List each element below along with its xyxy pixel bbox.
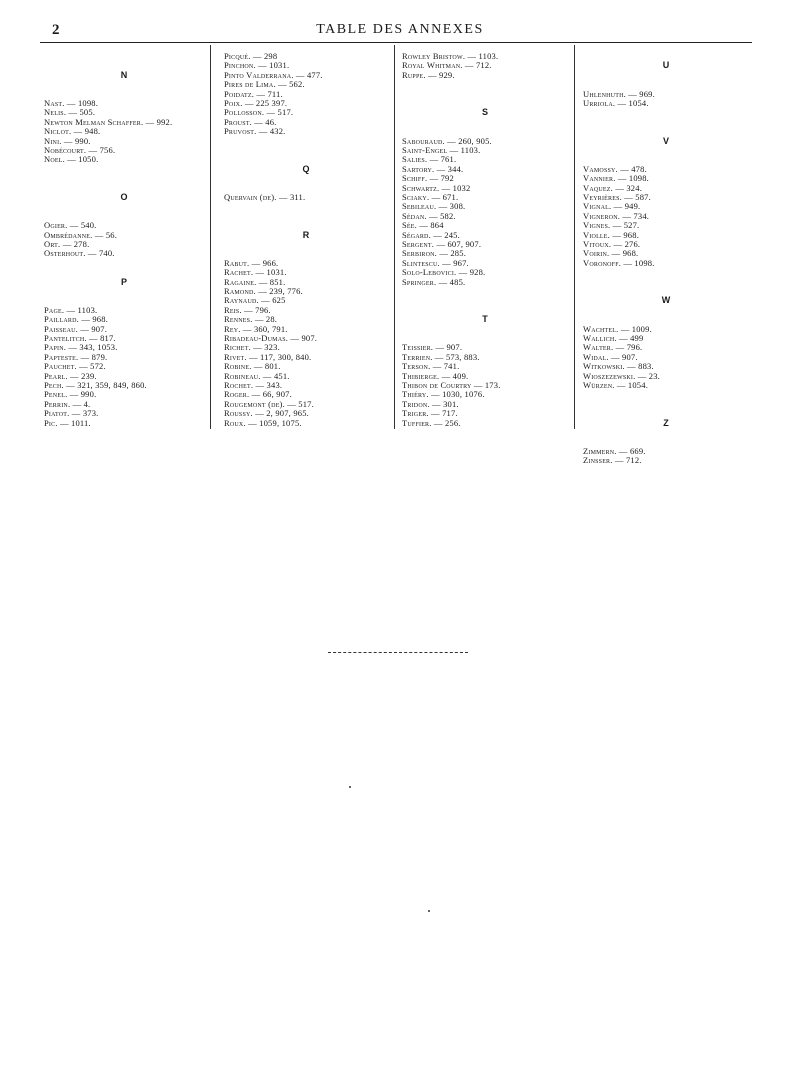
entry-page-refs: . — 929. [423, 69, 455, 80]
entry-name: Sebileau [402, 201, 434, 212]
entry-name: Ort [44, 238, 59, 249]
entry-name: Schwartz [402, 182, 437, 193]
index-entry [44, 249, 204, 258]
entry-page-refs: . — 2, 907, 965. [250, 408, 309, 419]
entry-name: Roger [224, 389, 248, 400]
entry-name: Sergent [402, 239, 432, 250]
entry-page-refs: . — 56. [90, 229, 118, 240]
entry-page-refs: . — 796. [611, 342, 643, 353]
entry-name: Würzen [583, 379, 613, 390]
entry-page-refs: . — 276. [608, 238, 641, 249]
entry-name: Sartory [402, 163, 432, 174]
entry-name: Ruppe [402, 69, 424, 80]
entry-page-refs: . — 907. [285, 333, 318, 343]
entry-name: Terson [402, 361, 429, 372]
entry-name: Thibon de Courtry [402, 380, 472, 391]
entry-page-refs: . — 323. [248, 342, 280, 353]
entry-name: Osterhout [44, 248, 84, 259]
entry-name: Roussy [224, 408, 251, 419]
spacer [583, 71, 749, 80]
entry-name: Vignes [583, 220, 609, 231]
entry-page-refs: . — 1103. [61, 304, 98, 315]
entry-page-refs: . — 311. [274, 192, 306, 202]
entry-page-refs: . — 1031. [250, 267, 287, 278]
section-letter: O [120, 191, 128, 202]
section-letter: Q [302, 163, 310, 174]
entry-name: Ogier [44, 220, 66, 231]
spacer [583, 146, 749, 155]
entry-page-refs: . — 499 [614, 332, 644, 343]
end-rule [328, 652, 468, 653]
entry-page-refs: . — 505. [63, 107, 96, 118]
entry-page-refs: . — 23. [633, 370, 660, 381]
entry-page-refs: . — 792 [424, 173, 454, 184]
entry-name: Tuffier [402, 417, 430, 428]
entry-name: Solo-Lebovici [402, 267, 455, 278]
index-entry [402, 419, 568, 428]
entry-name: Ramond [224, 285, 254, 296]
entry-page-refs: . — 66, 907. [247, 389, 292, 400]
entry-name: Pires de Lima [224, 79, 274, 90]
entry-page-refs: . — 301. [427, 398, 459, 409]
entry-page-refs: — 173. [471, 380, 501, 391]
spacer [583, 306, 749, 315]
entry-name: Page [44, 304, 62, 315]
entry-page-refs: . — 562. [273, 79, 305, 90]
entry-page-refs: . — 883. [622, 361, 654, 372]
entry-name: Rey [224, 323, 239, 334]
entry-page-refs: . — 285. [434, 248, 467, 259]
entry-name: Witkowski [583, 361, 623, 372]
entry-page-refs: . — 966. [247, 257, 279, 268]
entry-name: Thiéry [402, 389, 427, 400]
entry-name: Vamossy [583, 163, 616, 174]
entry-page-refs: . — 324. [610, 182, 643, 193]
entry-page-refs: . — 432. [254, 126, 286, 137]
entry-name: Ségard [402, 229, 429, 240]
entry-name: Urriola [583, 97, 613, 108]
entry-name: Nelis [44, 107, 64, 118]
entry-name: Voirin [583, 248, 608, 259]
entry-name: Violle [583, 229, 608, 240]
index-entry [583, 99, 749, 108]
entry-page-refs: . — 967. [437, 257, 469, 268]
entry-page-refs: . — 343, 1053. [63, 342, 118, 353]
entry-name: Vigneron [583, 210, 618, 221]
entry-name: Sée [402, 220, 415, 231]
entry-page-refs: . — 741. [428, 361, 460, 372]
entry-page-refs: . — 573, 883. [430, 351, 480, 362]
print-speck [349, 786, 351, 788]
index-entry [583, 456, 749, 465]
index-entry [224, 193, 388, 202]
entry-name: Ombrédanne [44, 229, 91, 240]
spacer [44, 287, 204, 296]
entry-page-refs: . — 4. [67, 398, 91, 409]
entry-name: Springer [402, 276, 434, 287]
entry-name: Pinchon [224, 60, 254, 71]
entry-name: Walter [583, 342, 612, 353]
column-divider [574, 45, 575, 429]
entry-name: Proust [224, 116, 250, 127]
entry-page-refs: . — 907. [75, 323, 108, 334]
spacer [224, 240, 388, 249]
entry-name: Voronoff [583, 257, 619, 268]
entry-name: Reis [224, 304, 240, 315]
entry-page-refs: . — 756. [83, 144, 116, 155]
entry-name: Veyrières [583, 191, 620, 202]
entry-page-refs: . — 477. [291, 69, 323, 80]
entry-page-refs: . — 907. [606, 351, 638, 362]
entry-page-refs: . — 968. [76, 314, 109, 325]
entry-name: Raynaud [224, 295, 257, 306]
spacer [583, 118, 749, 127]
entry-name: Niclot [44, 126, 70, 137]
page-number: 2 [52, 22, 60, 38]
entry-name: Schiff [402, 173, 425, 184]
section-letter: S [481, 107, 488, 118]
index-column-4 [583, 52, 749, 466]
entry-page-refs: . — 928. [454, 267, 486, 278]
entry-name: Robine [224, 361, 250, 372]
entry-page-refs: . — 343. [250, 380, 283, 391]
entry-name: Nobécourt [44, 144, 84, 155]
entry-name: Rachet [224, 267, 251, 278]
entry-page-refs: . — 669. [614, 445, 646, 456]
entry-page-refs: . — 409. [437, 370, 469, 381]
entry-name: Sciaky [402, 192, 427, 202]
entry-name: Papteste [44, 351, 76, 362]
entry-name: Zinsser [583, 455, 611, 466]
entry-name: Rivet [224, 351, 245, 362]
index-entry [583, 259, 749, 268]
section-letter: W [661, 295, 671, 306]
entry-page-refs: . — 864 [414, 220, 444, 231]
entry-page-refs: . — 373. [67, 408, 99, 419]
index-column-3 [402, 52, 568, 428]
entry-name: Thibierge [402, 370, 437, 381]
entry-page-refs: . — 572. [74, 361, 106, 372]
entry-page-refs: . — 948. [69, 126, 101, 137]
entry-page-refs: . — 587. [619, 191, 651, 202]
entry-page-refs: . — 990. [59, 135, 91, 146]
entry-name: Royal Whitman [402, 60, 461, 71]
entry-page-refs: . — 517. [261, 107, 294, 118]
spacer [583, 428, 749, 437]
entry-name: Perrin [44, 398, 68, 409]
entry-name: Teissier [402, 342, 431, 353]
entry-page-refs: . — 1009. [616, 323, 652, 334]
index-entry [44, 155, 204, 164]
entry-name: Sabouraud [402, 135, 443, 146]
entry-name: Rabut [224, 257, 248, 268]
entry-name: Slintescu [402, 257, 438, 268]
entry-page-refs: . — 969. [623, 88, 655, 99]
index-entry [224, 127, 388, 136]
spacer [44, 80, 204, 89]
entry-page-refs: . — 851. [254, 276, 286, 287]
entry-name: Widal [583, 351, 607, 362]
entry-name: Paisseau [44, 323, 76, 334]
spacer [224, 137, 388, 146]
entry-name: Rougemont (de) [224, 398, 283, 409]
entry-page-refs: . — 1050. [62, 154, 99, 165]
entry-name: Noel [44, 154, 63, 165]
entry-page-refs: . — 485. [434, 276, 466, 287]
entry-page-refs: . — 344. [432, 163, 464, 174]
spacer [224, 146, 388, 155]
entry-page-refs: . — 711. [251, 88, 283, 99]
entry-page-refs: . — 1054. [612, 379, 649, 390]
spacer [402, 80, 568, 89]
index-column-2 [224, 52, 388, 428]
entry-name: Roux [224, 417, 244, 428]
entry-name: Salies [402, 154, 425, 165]
entry-name: Wachtel [583, 323, 617, 334]
spacer [44, 202, 204, 211]
entry-page-refs: . — 517. [282, 398, 314, 409]
entry-page-refs: . — 1054. [612, 97, 649, 108]
entry-page-refs: . — 761. [424, 154, 457, 165]
spacer [224, 174, 388, 183]
entry-page-refs: . — 540. [65, 220, 97, 231]
entry-name: Vaquez [583, 182, 611, 193]
entry-name: Zimmern [583, 445, 615, 456]
entry-name: Picqué [224, 51, 249, 61]
entry-page-refs: . — 1031. [253, 60, 290, 71]
index-entry [583, 381, 749, 390]
spacer [44, 165, 204, 174]
spacer [402, 90, 568, 99]
entry-page-refs: . — 1098. [62, 97, 99, 108]
entry-page-refs: . — 968. [607, 248, 639, 259]
entry-page-refs: . — 879. [76, 351, 108, 362]
spacer [583, 278, 749, 287]
entry-page-refs: . — 671. [426, 192, 459, 202]
entry-page-refs: — 1103. [447, 144, 481, 155]
entry-page-refs: . — 239. [65, 370, 97, 381]
entry-name: Rowley Bristow [402, 51, 463, 61]
spacer [402, 118, 568, 127]
entry-name: Ragaine [224, 276, 255, 287]
entry-page-refs: . — 817. [84, 332, 116, 343]
entry-page-refs: . — 712. [610, 455, 642, 466]
entry-name: Vitoux [583, 238, 609, 249]
entry-page-refs: . — 308. [434, 201, 466, 212]
entry-name: Saint-Engel [402, 144, 448, 155]
spacer [44, 174, 204, 183]
entry-name: Uhlenhuth [583, 88, 624, 99]
entry-page-refs: . — 712. [460, 60, 492, 71]
entry-name: Pech [44, 379, 62, 390]
spacer [402, 325, 568, 334]
column-divider [394, 45, 395, 429]
section-letter: N [120, 69, 128, 80]
entry-page-refs: . — 607, 907. [431, 239, 482, 250]
entry-name: Paillard [44, 314, 77, 325]
entry-page-refs: . — 968. [607, 229, 640, 240]
entry-page-refs: . — 451. [258, 370, 290, 381]
entry-page-refs: . — 992. [140, 116, 173, 127]
entry-name: Rennes [224, 314, 251, 325]
index-entry [402, 71, 568, 80]
entry-name: Vignal [583, 201, 610, 212]
entry-page-refs: . — 225 397. [240, 98, 288, 109]
entry-page-refs: . — 260, 905. [442, 135, 492, 146]
entry-name: Richet [224, 342, 249, 353]
spacer [224, 202, 388, 211]
entry-name: Serbiron [402, 248, 435, 259]
entry-name: Terrien [402, 351, 431, 362]
section-letter: T [482, 314, 488, 325]
spacer [44, 259, 204, 268]
entry-name: Penel [44, 389, 66, 400]
entry-name: Nini [44, 135, 60, 146]
entry-name: Tridon [402, 398, 428, 409]
entry-page-refs: . — 527. [608, 220, 640, 231]
entry-name: Sédan [402, 210, 425, 221]
section-letter: V [662, 135, 669, 146]
entry-name: Pollosson [224, 107, 262, 118]
spacer [583, 390, 749, 399]
entry-page-refs: . — 740. [83, 248, 115, 259]
entry-page-refs: . — 321, 359, 849, 860. [61, 379, 147, 390]
index-entry [402, 278, 568, 287]
entry-page-refs: . — 1011. [55, 417, 91, 428]
entry-name: Triger [402, 408, 427, 419]
entry-name: Pinto Valderrana [224, 69, 292, 80]
entry-name: Quervain (de) [224, 192, 275, 202]
entry-page-refs: . — 1098. [613, 173, 650, 184]
entry-name: Pic [44, 417, 56, 428]
spacer [583, 400, 749, 409]
section-letter: U [662, 60, 670, 71]
entry-page-refs: . — 1098. [618, 257, 655, 268]
entry-name: Poix [224, 98, 241, 109]
column-divider [210, 45, 211, 429]
entry-page-refs: . — 734. [617, 210, 650, 221]
entry-name: Pearl [44, 370, 66, 381]
entry-page-refs: . — 28. [250, 314, 278, 325]
entry-name: Wioszezewski [583, 370, 634, 381]
entry-page-refs: . — 239, 776. [253, 285, 303, 296]
header-rule [40, 42, 752, 43]
entry-name: Rochet [224, 380, 251, 391]
entry-page-refs: . — 796. [239, 304, 271, 315]
entry-page-refs: . — 717. [426, 408, 458, 419]
entry-page-refs: . — 625 [256, 295, 286, 306]
entry-page-refs: . — 582. [424, 210, 456, 221]
print-speck [428, 910, 430, 912]
entry-page-refs: . — 1030, 1076. [426, 389, 485, 400]
entry-name: Piatot [44, 408, 68, 419]
spacer [583, 268, 749, 277]
entry-page-refs: . — 278. [58, 238, 90, 249]
spacer [402, 296, 568, 305]
entry-page-refs: . — 990. [65, 389, 97, 400]
entry-name: Pauchet [44, 361, 75, 372]
entry-name: Nast [44, 97, 63, 108]
entry-name: Ribadeau-Dumas [224, 333, 286, 343]
entry-page-refs: . — 46. [249, 116, 277, 127]
entry-page-refs: . — 801. [249, 361, 281, 372]
page-title: TABLE DES ANNEXES [316, 22, 484, 37]
section-letter: R [302, 229, 310, 240]
entry-name: Wallich [583, 332, 615, 343]
entry-page-refs: . — 298 [248, 51, 278, 61]
entry-page-refs: . — 360, 791. [238, 323, 288, 334]
spacer [583, 108, 749, 117]
entry-page-refs: . — 1059, 1075. [243, 417, 302, 428]
section-letter: Z [663, 417, 669, 428]
section-letter: P [120, 276, 127, 287]
entry-name: Newton Melman Schaffer [44, 116, 141, 127]
spacer [224, 212, 388, 221]
entry-name: Pantelitch [44, 332, 85, 343]
entry-name: Pruvost [224, 126, 255, 137]
entry-page-refs: . — 117, 300, 840. [244, 351, 312, 362]
entry-page-refs: . — 1032 [436, 182, 471, 193]
entry-page-refs: . — 1103. [462, 51, 499, 61]
spacer [402, 287, 568, 296]
index-entry [44, 419, 204, 428]
entry-page-refs: . — 256. [429, 417, 461, 428]
entry-page-refs: . — 907. [430, 342, 463, 353]
spacer [44, 52, 204, 61]
entry-page-refs: . — 478. [615, 163, 647, 174]
entry-name: Vannier [583, 173, 614, 184]
entry-name: Poidatz [224, 88, 252, 99]
entry-name: Robineau [224, 370, 259, 381]
index-entry [224, 419, 388, 428]
entry-page-refs: . — 245. [428, 229, 460, 240]
entry-name: Papin [44, 342, 64, 353]
index-column-1 [44, 52, 204, 428]
entry-page-refs: . — 949. [609, 201, 641, 212]
